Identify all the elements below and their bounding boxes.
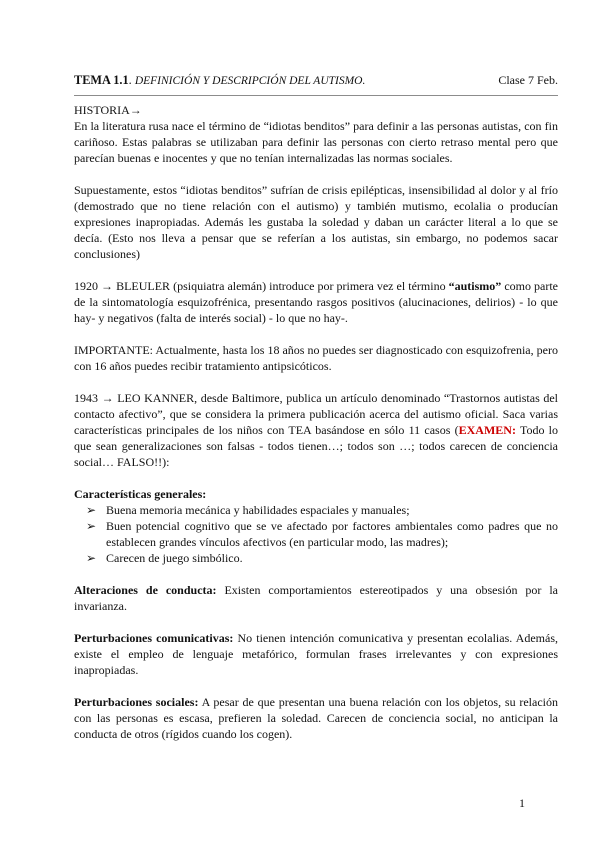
kanner-text-start: 1943 → LEO KANNER, desde Baltimore, publica un artículo denominado “Trastornos autistas del contacto afectivo”, que se considera la primera publicación acerca del autismo oficial. Saca varias características principales de los niños con TEA basándose en sólo 11 casos ( <box>74 391 558 437</box>
importante-paragraph: IMPORTANTE: Actualmente, hasta los 18 años no puedes ser diagnosticado con esquizofrenia, pero con 16 años puedes recibir tratamiento antipsicóticos. <box>74 343 558 373</box>
bullet-arrow-icon: ➢ <box>86 551 97 565</box>
alteraciones-paragraph <box>74 582 558 614</box>
examen-label: EXAMEN: <box>458 423 516 437</box>
caracteristicas-list <box>74 502 558 566</box>
class-date: Clase 7 Feb. <box>498 73 558 87</box>
page-number: 1 <box>519 796 525 810</box>
historia-paragraph-1: En la literatura rusa nace el término de “idiotas benditos” para definir a las personas autistas, con fin cariñoso. Estas palabras se utilizaban para definir las personas con cierto retraso mental pero que parecían buenas e inocentes y que no tenían internalizadas las normas sociales. <box>74 119 558 165</box>
sociales-label: Perturbaciones sociales: <box>74 695 199 709</box>
list-item-text: Buena memoria mecánica y habilidades espaciales y manuales; <box>106 503 410 517</box>
list-item <box>86 550 558 566</box>
bullet-arrow-icon: ➢ <box>86 519 97 533</box>
title-separator: . <box>128 73 135 87</box>
document-page <box>74 72 558 742</box>
list-item-text: Carecen de juego simbólico. <box>106 551 243 565</box>
topic-subtitle: DEFINICIÓN Y DESCRIPCIÓN DEL AUTISMO. <box>134 75 366 87</box>
document-header <box>74 72 558 89</box>
sociales-paragraph <box>74 694 558 742</box>
caracteristicas-heading: Características generales: <box>74 487 207 501</box>
kanner-text-end: Todo lo que sean generalizaciones son falsas - todos tienen…; todos son …; todos carecen de conciencia social… FALSO!!): <box>74 423 558 469</box>
bleuler-paragraph <box>74 278 558 326</box>
kanner-paragraph <box>74 390 558 470</box>
bleuler-text-end: como parte de la sintomatología esquizofrénica, presentando rasgos positivos (alucinaciones, delirios) - lo que hay- y negativos (falta de interés social) - lo que no hay-. <box>74 279 558 325</box>
document-title <box>74 72 365 89</box>
bleuler-text-start: 1920 → BLEULER (psiquiatra alemán) introduce por primera vez el término <box>74 279 449 293</box>
header-divider <box>74 95 558 96</box>
comunicativas-paragraph <box>74 630 558 678</box>
autismo-term: “autismo” <box>448 279 502 293</box>
historia-paragraph-2: Supuestamente, estos “idiotas benditos” sufrían de crisis epilépticas, insensibilidad al dolor y al frío (demostrado que no tiene relación con el autismo) y también mutismo, ecolalia o producían expresiones inapropiadas. Además les gustaba la soledad y daban un carácter literal a lo que se decía. (Esto nos lleva a pensar que se referían a los autistas, sin embargo, no podemos sacar conclusiones) <box>74 183 558 261</box>
list-item <box>86 518 558 550</box>
comunicativas-text: No tienen intención comunicativa y presentan ecolalias. Además, existe el empleo de lenguaje metafórico, formulan frases irrelevantes y con expresiones inapropiadas. <box>74 631 558 677</box>
comunicativas-label: Perturbaciones comunicativas: <box>74 631 234 645</box>
bullet-arrow-icon: ➢ <box>86 503 97 517</box>
alteraciones-text: Existen comportamientos estereotipados y una obsesión por la invarianza. <box>74 583 558 613</box>
list-item-text: Buen potencial cognitivo que se ve afectado por factores ambientales como padres que no establecen grandes vínculos afectivos (en particular modo, las madres); <box>106 519 558 549</box>
sociales-text: A pesar de que presentan una buena relación con los objetos, su relación con las personas es escasa, prefieren la soledad. Carecen de conciencia social, no anticipan la conducta de otros (rígidos cuando los cogen). <box>74 695 559 741</box>
list-item <box>86 502 558 518</box>
historia-heading: HISTORIA→ <box>74 103 142 117</box>
alteraciones-label: Alteraciones de conducta: <box>74 583 217 597</box>
topic-number: TEMA 1.1 <box>74 73 129 87</box>
